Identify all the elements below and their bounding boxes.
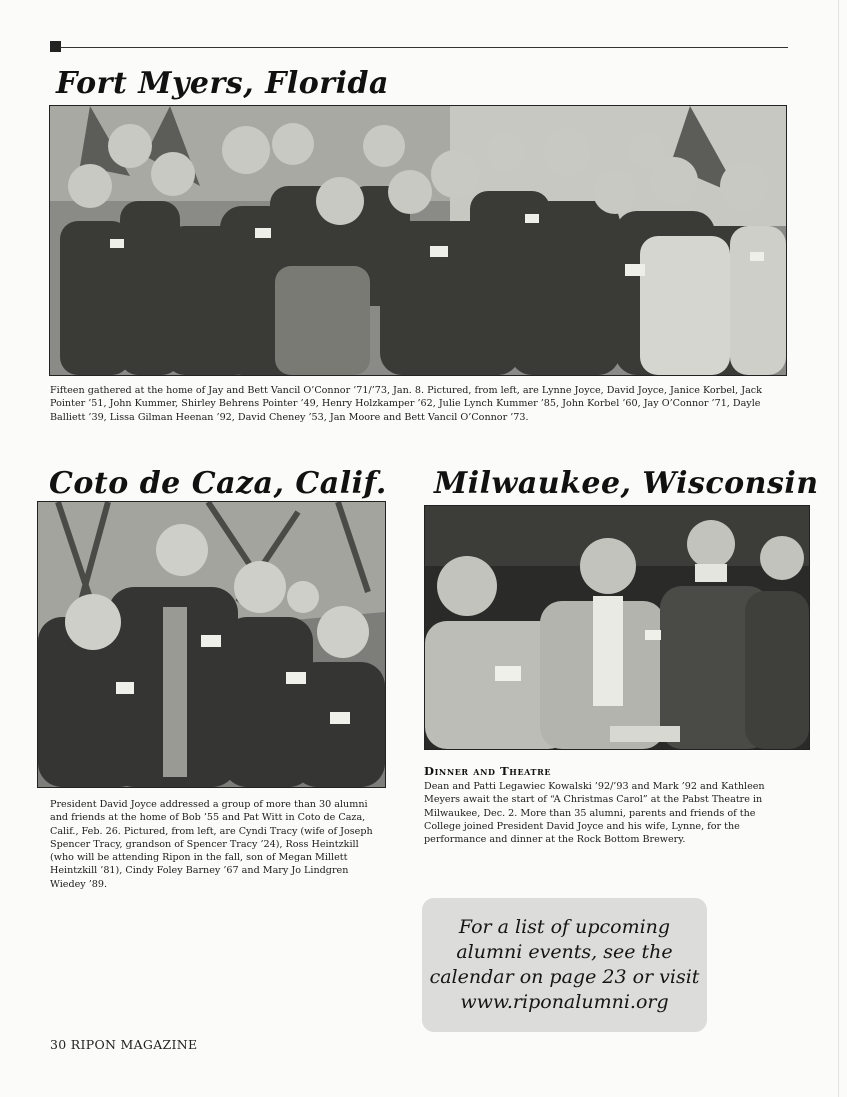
fort-myers-caption: Fifteen gathered at the home of Jay and Bett Vancil O’Connor ’71/’73, Jan. 8. Pictured, from left, are Lynne Joyce, David Joyce, Janice Korbel, Jack Pointer ’51, John Kummer, Shirley Behrens Pointer ’49, Henry Holzkamper ’62, Julie Lynch Kummer ’85, John Korbel ’60, Jay O’Connor ’71, Dayle Balliett ’39, Lissa Gilman Heenan ’92, David Cheney ’53, Jan Moore and Bett Vancil O’Connor ’73.	[50, 385, 762, 423]
milwaukee-caption: Dean and Patti Legawiec Kowalski ’92/’93 and Mark ’92 and Kathleen Meyers await the start of “A Christmas Carol” at the Pabst Theatre in Milwaukee, Dec. 2. More than 35 alumni, parents and friends of the College joined President David Joyce and his wife, Lynne, for the performance and dinner at the Rock Bottom Brewery.	[424, 781, 765, 846]
callout-text: For a list of upcoming alumni events, see the calendar on page 23 or visit www.riponalumni.org	[429, 916, 700, 1013]
milwaukee-caption-heading: Dinner and Theatre	[424, 764, 552, 778]
fort-myers-heading: Fort Myers, Florida	[56, 66, 389, 101]
page-footer: 30 RIPON MAGAZINE	[50, 1037, 198, 1052]
milwaukee-group-photo	[424, 505, 810, 750]
upcoming-events-callout	[422, 898, 707, 1032]
milwaukee-heading: Milwaukee, Wisconsin	[434, 466, 819, 501]
coto-de-caza-caption: President David Joyce addressed a group of more than 30 alumni and friends at the home of Bob ’55 and Pat Witt in Coto de Caza, Calif., Feb. 26. Pictured, from left, are Cyndi Tracy (wife of Joseph Spencer Tracy, grandson of Spencer Tracy ’24), Ross Heintzkill (who will be attending Ripon in the fall, son of Megan Millett Heintzkill ’81), Cindy Foley Barney ’67 and Mary Jo Lindgren Wiedey ’89.	[50, 799, 373, 890]
coto-de-caza-heading: Coto de Caza, Calif.	[49, 466, 387, 501]
fort-myers-group-photo	[49, 105, 787, 376]
header-rule	[60, 47, 788, 48]
page-edge	[838, 0, 839, 1097]
coto-de-caza-group-photo	[37, 501, 386, 788]
